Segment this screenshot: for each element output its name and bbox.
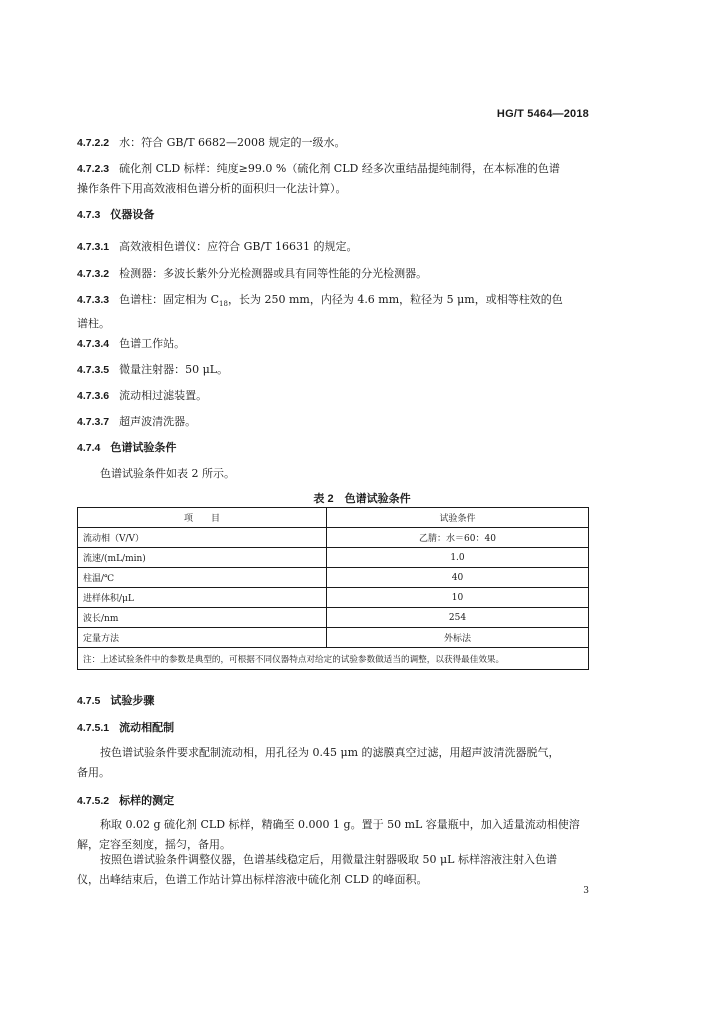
standard-header: HG/T 5464—2018 bbox=[496, 108, 589, 120]
table-cell: 254 bbox=[327, 608, 589, 628]
clause-text: 高效液相色谱仪：应符合 GB/T 16631 的规定。 bbox=[119, 240, 358, 253]
subscript: 18 bbox=[219, 300, 228, 309]
conditions-table bbox=[77, 507, 589, 670]
clause-text: 微量注射器：50 μL。 bbox=[119, 363, 229, 376]
table-row bbox=[78, 608, 589, 628]
clause-number: 4.7.5 bbox=[77, 695, 101, 707]
clause-4-7-2-2 bbox=[77, 135, 589, 151]
table-cell: 外标法 bbox=[327, 628, 589, 648]
table-row bbox=[78, 628, 589, 648]
clause-text: 水：符合 GB/T 6682—2008 规定的一级水。 bbox=[119, 136, 346, 149]
clause-number: 4.7.3.2 bbox=[77, 268, 110, 280]
clause-number: 4.7.4 bbox=[77, 442, 101, 454]
paragraph-text-cont: 仪，出峰结束后，色谱工作站计算出标样溶液中硫化剂 CLD 的峰面积。 bbox=[77, 873, 428, 886]
table-cell: 波长/nm bbox=[78, 608, 327, 628]
clause-4-7-3-6 bbox=[77, 388, 589, 404]
table-title: 表 2 色谱试验条件 bbox=[313, 493, 411, 505]
table-cell: 流动相（V/V） bbox=[78, 528, 327, 548]
clause-number: 4.7.3.4 bbox=[77, 338, 110, 350]
clause-4-7-3-7 bbox=[77, 414, 589, 430]
clause-4-7-5-1 bbox=[77, 720, 589, 736]
clause-number: 4.7.5.2 bbox=[77, 795, 110, 807]
table-header-cell: 项 目 bbox=[78, 508, 327, 528]
table-row bbox=[78, 548, 589, 568]
clause-number: 4.7.3.3 bbox=[77, 294, 110, 306]
clause-number: 4.7.2.3 bbox=[77, 163, 110, 175]
clause-text: 超声波清洗器。 bbox=[119, 415, 197, 428]
table-note-row bbox=[78, 648, 589, 670]
table-note: 注：上述试验条件中的参数是典型的，可根据不同仪器特点对给定的试验参数做适当的调整，以获得最佳效果。 bbox=[78, 648, 589, 670]
paragraph-text: 称取 0.02 g 硫化剂 CLD 标样，精确至 0.000 1 g。置于 50 mL 容量瓶中，加入适量流动相使溶 bbox=[100, 818, 580, 831]
clause-text-cont: 操作条件下用高效液相色谱分析的面积归一化法计算）。 bbox=[77, 182, 347, 195]
paragraph-text-cont: 备用。 bbox=[77, 766, 110, 779]
table-cell: 进样体积/μL bbox=[78, 588, 327, 608]
clause-title: 流动相配制 bbox=[119, 722, 175, 734]
clause-4-7-3-1 bbox=[77, 239, 589, 255]
clause-number: 4.7.3.1 bbox=[77, 241, 110, 253]
paragraph-4-7-5-2-a bbox=[77, 817, 589, 853]
table-header-row bbox=[78, 508, 589, 528]
clause-title: 标样的测定 bbox=[119, 795, 175, 807]
paragraph-4-7-5-2-b bbox=[77, 852, 589, 888]
clause-4-7-3-5 bbox=[77, 362, 589, 378]
paragraph-text-cont: 解，定容至刻度，摇匀，备用。 bbox=[77, 838, 231, 851]
table-cell: 流速/(mL/min) bbox=[78, 548, 327, 568]
clause-number: 4.7.3 bbox=[77, 209, 101, 221]
clause-text: 硫化剂 CLD 标样：纯度≥99.0 %（硫化剂 CLD 经多次重结晶提纯制得，在本标准的色谱 bbox=[119, 162, 560, 175]
table-row bbox=[78, 568, 589, 588]
table-cell: 40 bbox=[327, 568, 589, 588]
table-row bbox=[78, 528, 589, 548]
table-row bbox=[78, 588, 589, 608]
clause-text: 色谱工作站。 bbox=[119, 337, 186, 350]
page-number: 3 bbox=[583, 886, 589, 896]
table-cell: 10 bbox=[327, 588, 589, 608]
clause-text: 色谱柱：固定相为 C bbox=[119, 293, 220, 306]
clause-title: 试验步骤 bbox=[110, 695, 155, 707]
clause-number: 4.7.3.6 bbox=[77, 390, 110, 402]
clause-text-2: ，长为 250 mm，内径为 4.6 mm，粒径为 5 μm，或相等柱效的色 bbox=[227, 293, 563, 306]
clause-4-7-5-2 bbox=[77, 793, 589, 809]
clause-number: 4.7.2.2 bbox=[77, 137, 110, 149]
clause-4-7-3-4 bbox=[77, 336, 589, 352]
clause-title: 色谱试验条件 bbox=[110, 442, 177, 454]
table-cell: 乙腈：水＝60：40 bbox=[327, 528, 589, 548]
paragraph-text: 按照色谱试验条件调整仪器，色谱基线稳定后，用微量注射器吸取 50 μL 标样溶液注射入色谱 bbox=[100, 853, 557, 866]
clause-4-7-2-3 bbox=[77, 161, 589, 197]
paragraph-4-7-5-1 bbox=[77, 745, 589, 781]
clause-number: 4.7.5.1 bbox=[77, 722, 110, 734]
clause-4-7-5 bbox=[77, 693, 589, 709]
clause-text-cont: 谱柱。 bbox=[77, 317, 110, 331]
table-cell: 柱温/℃ bbox=[78, 568, 327, 588]
table-header-cell: 试验条件 bbox=[327, 508, 589, 528]
clause-number: 4.7.3.7 bbox=[77, 416, 110, 428]
clause-text: 流动相过滤装置。 bbox=[119, 389, 208, 402]
clause-4-7-3 bbox=[77, 207, 589, 223]
table-cell: 定量方法 bbox=[78, 628, 327, 648]
clause-4-7-3-3 bbox=[77, 292, 589, 332]
table-intro: 色谱试验条件如表 2 所示。 bbox=[100, 467, 235, 480]
clause-text: 检测器：多波长紫外分光检测器或具有同等性能的分光检测器。 bbox=[119, 267, 428, 280]
table-cell: 1.0 bbox=[327, 548, 589, 568]
clause-number: 4.7.3.5 bbox=[77, 364, 110, 376]
clause-4-7-4 bbox=[77, 440, 589, 456]
clause-title: 仪器设备 bbox=[110, 209, 155, 221]
paragraph-text: 按色谱试验条件要求配制流动相，用孔径为 0.45 μm 的滤膜真空过滤，用超声波清洗器脱气， bbox=[100, 746, 560, 759]
clause-4-7-3-2 bbox=[77, 266, 589, 282]
